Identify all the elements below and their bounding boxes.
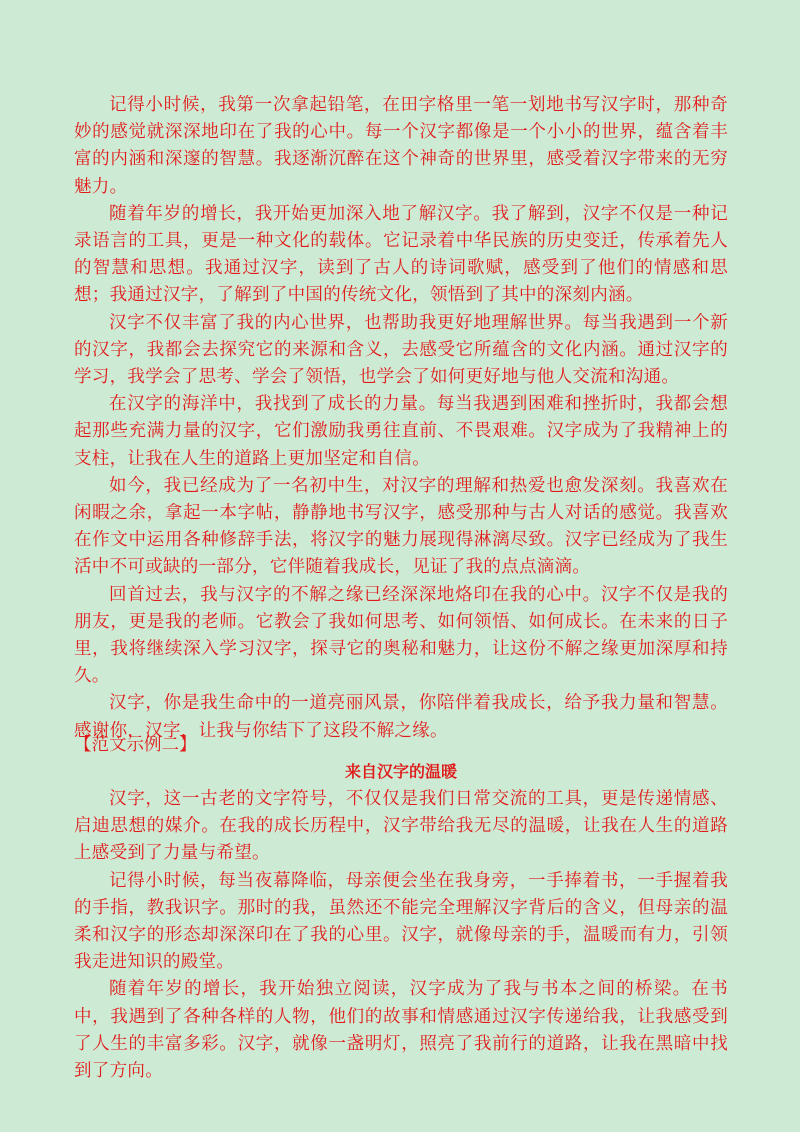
paragraph: 随着年岁的增长，我开始更加深入地了解汉字。我了解到，汉字不仅是一种记录语言的工具，更是一种文化的载体。它记录着中华民族的历史变迁，传承着先人的智慧和思想。我通过汉字，读到了古人的诗词歌赋，感受到了他们的情感和思想；我通过汉字，了解到了中国的传统文化，领悟到了其中的深刻内涵。 (74, 203, 728, 306)
paragraph: 如今，我已经成为了一名初中生，对汉字的理解和热爱也愈发深刻。我喜欢在闲暇之余，拿起一本字帖，静静地书写汉字，感受那种与古人对话的感觉。我喜欢在作文中运用各种修辞手法，将汉字的魅力展现得淋漓尽致。汉字已经成为了我生活中不可或缺的一部分，它伴随着我成长，见证了我的点点滴滴。 (74, 475, 728, 578)
paragraph: 回首过去，我与汉字的不解之缘已经深深地烙印在我的心中。汉字不仅是我的朋友，更是我的老师。它教会了我如何思考、如何领悟、如何成长。在未来的日子里，我将继续深入学习汉字，探寻它的奥秘和魅力，让这份不解之缘更加深厚和持久。 (74, 584, 728, 687)
paragraph: 随着年岁的增长，我开始独立阅读，汉字成为了我与书本之间的桥梁。在书中，我遇到了各种各样的人物，他们的故事和情感通过汉字传递给我，让我感受到了人生的丰富多彩。汉字，就像一盏明灯，照亮了我前行的道路，让我在黑暗中找到了方向。 (74, 979, 728, 1082)
paragraph: 记得小时候，我第一次拿起铅笔，在田字格里一笔一划地书写汉字时，那种奇妙的感觉就深深地印在了我的心中。每一个汉字都像是一个小小的世界，蕴含着丰富的内涵和深邃的智慧。我逐渐沉醉在这个神奇的世界里，感受着汉字带来的无穷魅力。 (74, 95, 728, 197)
essay-title: 来自汉字的温暖 (344, 762, 457, 781)
paragraph: 汉字不仅丰富了我的内心世界，也帮助我更好地理解世界。每当我遇到一个新的汉字，我都会去探究它的来源和含义，去感受它所蕴含的文化内涵。通过汉字的学习，我学会了思考、学会了领悟，也学会了如何更好地与他人交流和沟通。 (74, 312, 728, 388)
paragraph: 在汉字的海洋中，我找到了成长的力量。每当我遇到困难和挫折时，我都会想起那些充满力量的汉字，它们激励我勇往直前、不畏艰难。汉字成为了我精神上的支柱，让我在人生的道路上更加坚定和自信。 (74, 394, 728, 469)
essay-body-2 (74, 786, 728, 1085)
essay-body-1 (74, 92, 728, 745)
paragraph: 记得小时候，每当夜幕降临，母亲便会坐在我身旁，一手捧着书，一手握着我的手指，教我识字。那时的我，虽然还不能完全理解汉字背后的含义，但母亲的温柔和汉字的形态却深深印在了我的心里。汉字，就像母亲的手，温暖而有力，引领我走进知识的殿堂。 (74, 870, 728, 973)
paragraph: 汉字，你是我生命中的一道亮丽风景，你陪伴着我成长，给予我力量和智慧。感谢你，汉字，让我与你结下了这段不解之缘。 (74, 693, 728, 741)
example-heading: 【范文示例二】 (74, 735, 197, 755)
paragraph: 汉字，这一古老的文字符号，不仅仅是我们日常交流的工具，更是传递情感、启迪思想的媒介。在我的成长历程中，汉字带给我无尽的温暖，让我在人生的道路上感受到了力量与希望。 (74, 789, 728, 864)
